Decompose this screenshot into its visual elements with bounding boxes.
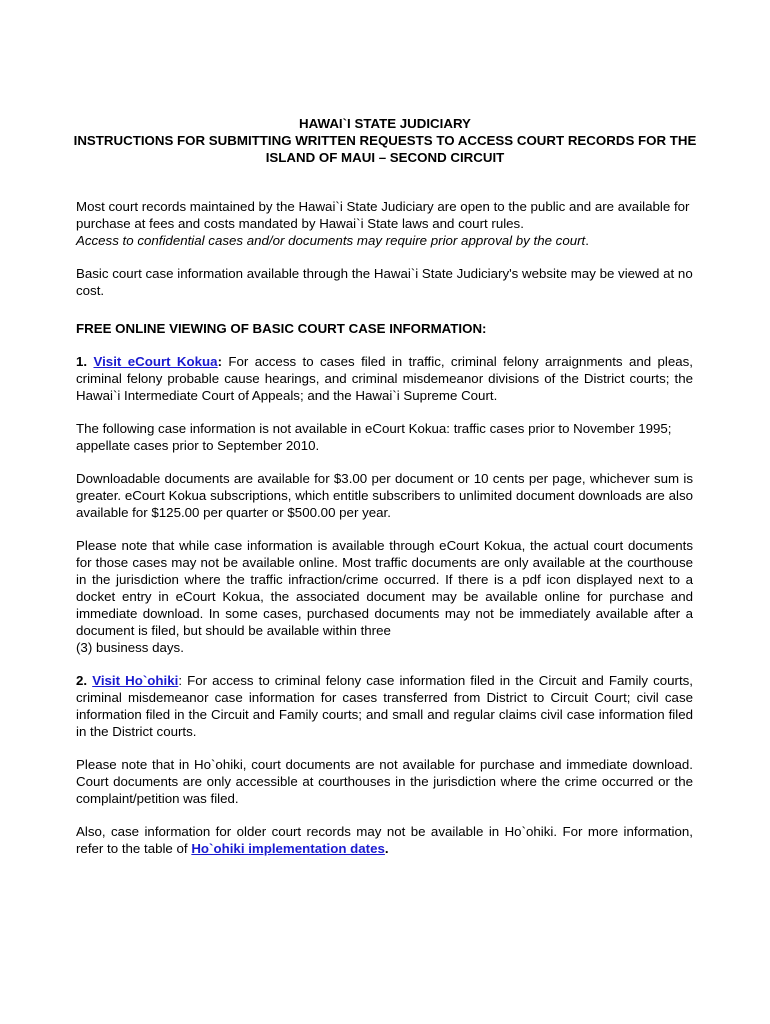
item1-text: For access to cases filed in traffic, criminal felony arraignments and pleas, criminal felony probable cause hearings, and criminal misdemeanor divisions of the District courts; the Hawai`i Intermediate Court of Appeals; and the Hawai`i Supreme Court. (76, 354, 693, 403)
hoohiki-implementation-dates-link[interactable]: Ho`ohiki implementation dates (191, 841, 385, 856)
document-body (76, 198, 693, 873)
also-paragraph (76, 823, 693, 857)
downloadable-paragraph: Downloadable documents are available for $3.00 per document or 10 cents per page, whichever sum is greater. eCourt Kokua subscriptions, which entitle subscribers to unlimited document downloads are also available for $125.00 per quarter or $500.00 per year. (76, 471, 693, 520)
note1-end: (3) business days. (76, 640, 184, 655)
item2-number: 2. (76, 673, 88, 688)
also-text: Also, case information for older court records may not be available in Ho`ohiki. For more information, refer to the table of (76, 824, 693, 856)
intro-period: . (585, 233, 589, 248)
note2-paragraph: Please note that in Ho`ohiki, court documents are not available for purchase and immediate download. Court documents are only accessible at courthouses in the jurisdiction where the crime occurred or the complaint/petition was filed. (76, 757, 693, 806)
not-available-paragraph: The following case information is not available in eCourt Kokua: traffic cases prior to November 1995; appellate cases prior to September 2010. (76, 421, 672, 453)
item2-text: For access to criminal felony case information filed in the Circuit and Family courts, criminal misdemeanor case information for cases transferred from District to Circuit Court; civil case information filed in the Circuit and Family courts; and small and regular claims civil case information filed in the District courts. (76, 673, 693, 739)
hoohiki-link[interactable]: Visit Ho`ohiki (92, 673, 179, 688)
title-judiciary: HAWAI`I STATE JUDICIARY (299, 116, 471, 131)
item2-colon: : (178, 673, 183, 688)
ecourt-kokua-link[interactable]: Visit eCourt Kokua (93, 354, 218, 369)
intro-text: Most court records maintained by the Hawai`i State Judiciary are open to the public and are available for purchase at fees and costs mandated by Hawai`i State laws and court rules. (76, 199, 690, 231)
title-island: ISLAND OF MAUI – SECOND CIRCUIT (265, 150, 505, 165)
document-title (20, 115, 750, 166)
item1-paragraph (76, 353, 693, 404)
section-heading: FREE ONLINE VIEWING OF BASIC COURT CASE INFORMATION: (76, 321, 487, 336)
basic-info-paragraph: Basic court case information available through the Hawai`i State Judiciary's website may be viewed at no cost. (76, 266, 693, 298)
also-period: . (384, 841, 389, 856)
intro-confidential-note: Access to confidential cases and/or documents may require prior approval by the court (76, 233, 586, 248)
item2-paragraph (76, 672, 693, 740)
title-instructions: INSTRUCTIONS FOR SUBMITTING WRITTEN REQUESTS TO ACCESS COURT RECORDS FOR THE (73, 133, 697, 148)
note1-paragraph (76, 537, 693, 656)
note1-text: Please note that while case information is available through eCourt Kokua, the actual court documents for those cases may not be available online. Most traffic documents are only available at the courthouse in the jurisdiction where the traffic infraction/crime occurred. If there is a pdf icon displayed next to a docket entry in eCourt Kokua, the associated document may be available online for purchase and immediate download. In some cases, purchased documents may not be immediately available after a document is filed, but should be available within three (76, 538, 693, 638)
item1-colon: : (217, 354, 223, 369)
intro-paragraph (76, 198, 693, 249)
item1-number: 1. (76, 354, 88, 369)
